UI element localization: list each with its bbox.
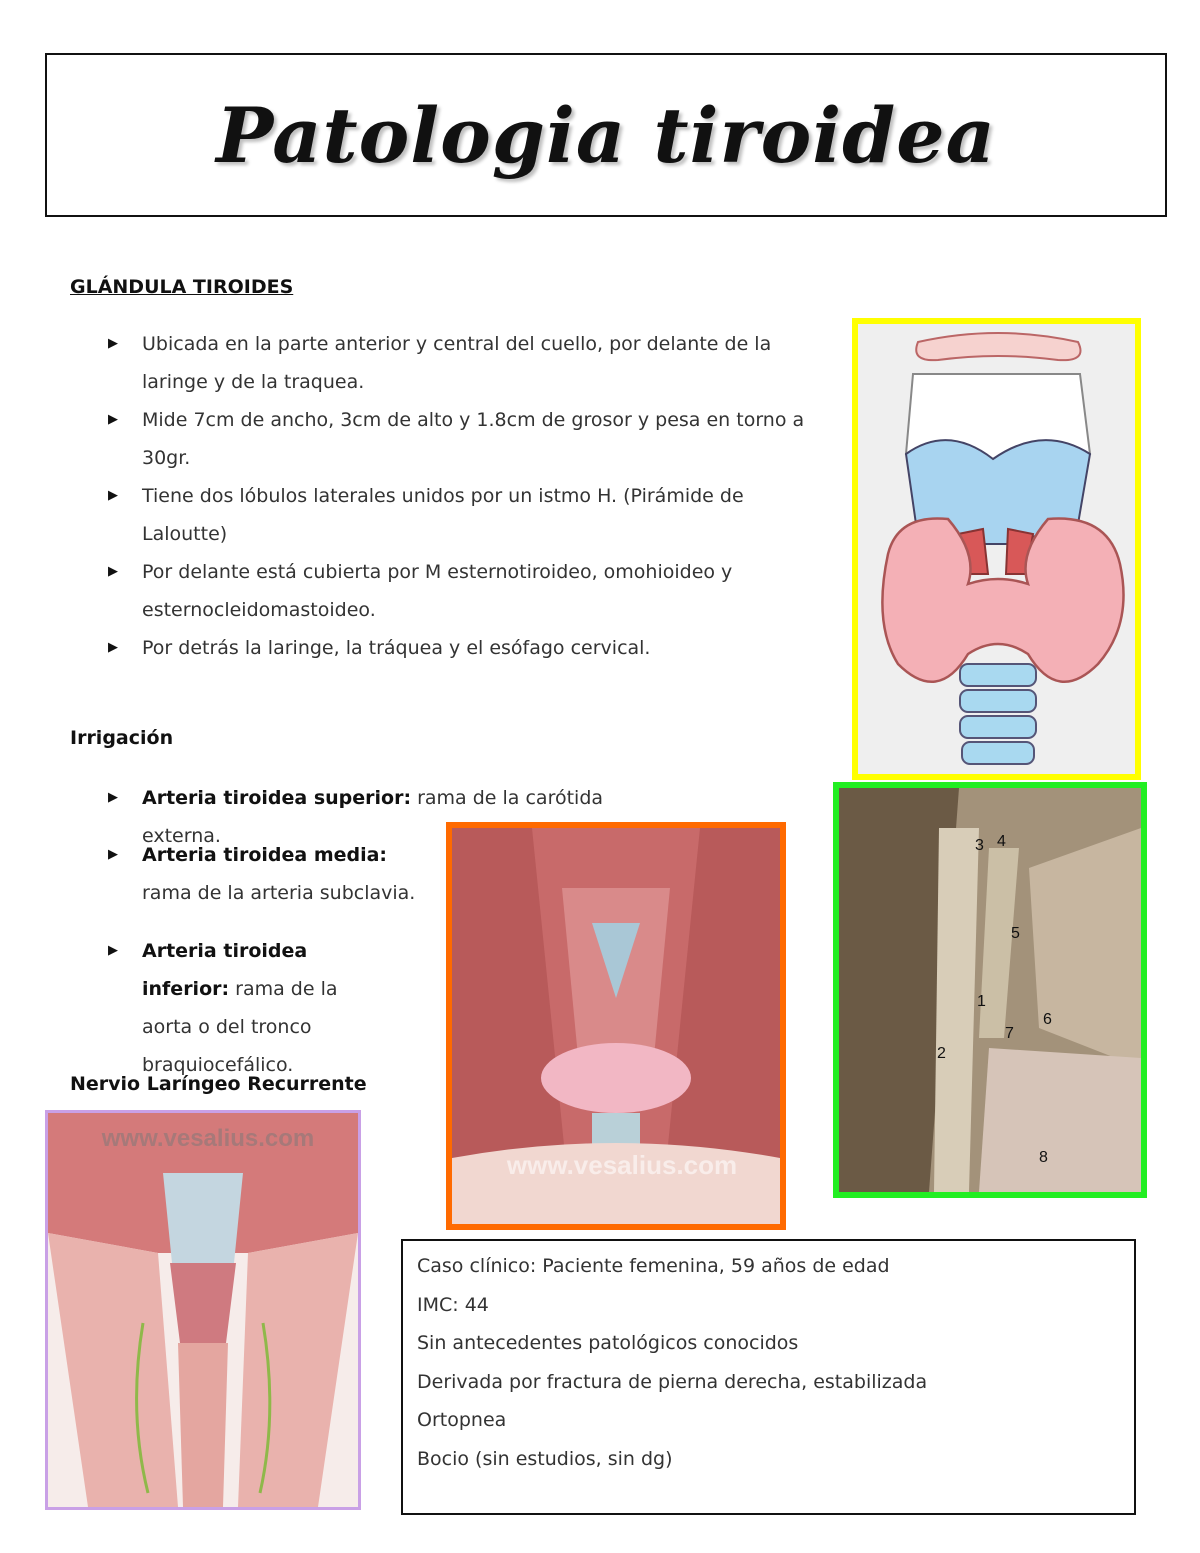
- watermark: www.vesalius.com: [506, 1150, 738, 1180]
- dissection-label: 8: [1039, 1149, 1048, 1166]
- page-title: Patologia tiroidea: [216, 90, 996, 180]
- dissection-label: 5: [1011, 925, 1020, 942]
- nerve-heading: Nervio Laríngeo Recurrente: [70, 1073, 367, 1095]
- gland-bullet: ▶ Por detrás la laringe, la tráquea y el esófago cervical.: [108, 629, 818, 667]
- gland-bullet: ▶ Por delante está cubierta por M esternotiroideo, omohioideo y esternocleidomastoideo.: [108, 553, 818, 629]
- title-box: [45, 53, 1167, 217]
- irrigation-item-2: [108, 836, 426, 930]
- dissection-photo: [833, 782, 1147, 1198]
- artery-term: Arteria tiroidea inferior:: [142, 940, 308, 1000]
- nerve-illustration: [45, 1110, 361, 1510]
- case-line: Derivada por fractura de pierna derecha, estabilizada: [417, 1370, 928, 1393]
- case-line: Sin antecedentes patológicos conocidos: [417, 1332, 799, 1354]
- artery-desc: rama de la carótida externa.: [142, 787, 604, 847]
- case-line: Ortopnea: [417, 1409, 507, 1431]
- case-line: IMC: 44: [417, 1293, 489, 1316]
- neck-anatomy-illustration: [446, 822, 786, 1230]
- case-line: Bocio (sin estudios, sin dg): [417, 1447, 673, 1470]
- thyroid-illustration: [852, 318, 1141, 780]
- artery-term: Arteria tiroidea superior:: [142, 787, 412, 809]
- dissection-label: 7: [1005, 1025, 1014, 1042]
- dissection-label: 1: [977, 993, 986, 1010]
- case-line: Caso clínico: Paciente femenina, 59 años de edad: [417, 1255, 890, 1277]
- irrigation-bullet: [108, 836, 426, 912]
- artery-term: Arteria tiroidea media:: [142, 844, 388, 866]
- dissection-label: 2: [937, 1045, 946, 1062]
- artery-desc: rama de la arteria subclavia.: [142, 882, 416, 904]
- dissection-label: 6: [1043, 1011, 1052, 1028]
- dissection-label: 4: [997, 833, 1006, 850]
- gland-heading: GLÁNDULA TIROIDES: [70, 276, 294, 298]
- artery-desc: rama de la aorta o del tronco braquiocefálico.: [142, 978, 338, 1076]
- irrigation-heading: Irrigación: [70, 727, 174, 749]
- watermark: www.vesalius.com: [101, 1125, 315, 1152]
- gland-bullet: ▶ Tiene dos lóbulos laterales unidos por un istmo H. (Pirámide de Laloutte): [108, 477, 818, 553]
- irrigation-bullet: [108, 932, 368, 1084]
- gland-bullets: [108, 325, 818, 667]
- dissection-label: 3: [975, 837, 984, 854]
- clinical-case-box: [401, 1239, 1136, 1515]
- gland-bullet: ▶ Ubicada en la parte anterior y central del cuello, por delante de la laringe y de la traquea.: [108, 325, 818, 401]
- gland-bullet: ▶ Mide 7cm de ancho, 3cm de alto y 1.8cm de grosor y pesa en torno a 30gr.: [108, 401, 818, 477]
